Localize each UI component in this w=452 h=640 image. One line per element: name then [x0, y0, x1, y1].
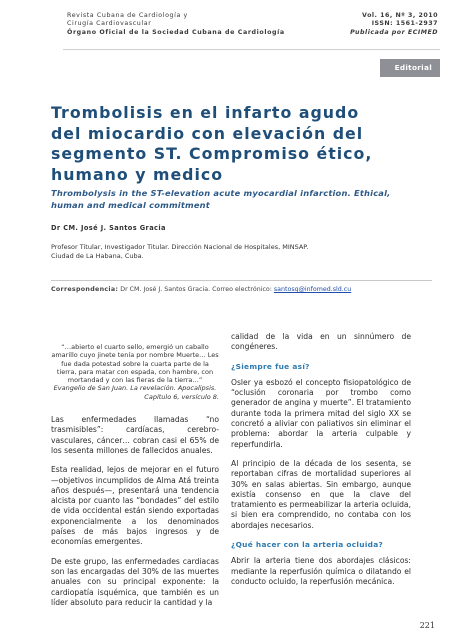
- correspondence-divider: [51, 280, 432, 281]
- correspondence-text: Dr CM. José J. Santos Gracia. Correo electrónico:: [118, 286, 274, 293]
- correspondence-email-link[interactable]: santosg@infomed.sld.cu: [273, 286, 352, 293]
- right-column: [231, 332, 411, 587]
- section-heading: ¿Siempre fue así?: [231, 361, 310, 371]
- correspondence: [51, 286, 431, 294]
- epigraph-reference: Capítulo 6, versículo 8.: [144, 392, 219, 401]
- left-column: [51, 343, 219, 608]
- epigraph-source: Evangelio de San Juan. La revelación. Apocalipsis.: [53, 384, 217, 393]
- paragraph: De este grupo, las enfermedades cardiacas son las encargadas del 30% de las muertes anuales con su principal exponente: la cardiopatía isquémica, que también es un líder absoluto para reducir la cantidad y la: [51, 556, 219, 607]
- affiliation-line-2: Ciudad de La Habana, Cuba.: [51, 251, 144, 260]
- affiliation-line-1: Profesor Titular, Investigador Titular. Dirección Nacional de Hospitales, MINSAP.: [51, 243, 309, 251]
- section-tab: [380, 59, 440, 77]
- journal-name-line-2: Cirugía Cardiovascular: [67, 20, 152, 28]
- article-subtitle: Thrombolysis in the ST-elevation acute myocardial infarction. Ethical, human and medical commitment: [51, 188, 391, 210]
- paragraph: Al principio de la década de los sesenta, se reportaban cifras de mortalidad superiores al 30% en salas abiertas. Sin embargo, aunque existía consenso en que la clave del tratamiento es permeabilizar la arteria ocluida, si bien era comprendido, no contaba con los abordajes necesarios.: [231, 458, 411, 530]
- section-label: Editorial: [394, 63, 432, 72]
- journal-organ-line: Órgano Oficial de la Sociedad Cubana de Cardiología: [67, 28, 285, 36]
- paragraph: Esta realidad, lejos de mejorar en el futuro —objetivos incumplidos de Alma Atá treinta años después—, presentará una tendencia alcista por cuanto las “bondades” del estilo de vida occidental están siendo exportadas exponencialmente a los denominados países de más bajos ingresos y de economías emergentes.: [51, 465, 219, 547]
- author-name: Dr CM. José J. Santos Gracia: [51, 224, 166, 232]
- article-title: Trombolisis en el infarto agudo del miocardio con elevación del segmento ST. Compromiso ético, humano y medico: [51, 103, 373, 184]
- paragraph: Osler ya esbozó el concepto fisiopatológico de “oclusión coronaria por trombo como generador de angina y muerte”. El tratamiento durante toda la primera mitad del siglo XX se concretó a aliviar con paliativos sin eliminar el problema: abordar la arteria culpable y reperfundirla.: [231, 377, 411, 449]
- paragraph: Abrir la arteria tiene dos abordajes clásicos: mediante la reperfusión química o dilatando el conducto ocluido, la reperfusión mecánica.: [231, 556, 411, 586]
- publisher-line: Publicada por ECIMED: [350, 28, 438, 36]
- page-number: 221: [419, 621, 435, 630]
- epigraph-quote: “…abierto el cuarto sello, emergió un caballo amarillo cuyo jinete tenía por nombre Muerte… Les fue dada potestad sobre la cuarta parte de la tierra, para matar con espada, con hambre, con mortandad y con las fieras de la tierra…”: [51, 343, 219, 385]
- header-divider: [63, 49, 440, 50]
- journal-name-line-1: Revista Cubana de Cardiología y: [67, 12, 188, 19]
- journal-name: [67, 12, 287, 37]
- paragraph: calidad de la vida en un sinnúmero de congéneres.: [231, 332, 411, 352]
- issn-line: ISSN: 1561-2937: [371, 20, 438, 28]
- section-heading: ¿Qué hacer con la arteria ocluida?: [231, 540, 384, 550]
- correspondence-label: Correspondencia:: [51, 286, 119, 293]
- volume-line: Vol. 16, Nº 3, 2010: [362, 12, 438, 19]
- epigraph: [51, 343, 219, 401]
- issue-info: [338, 12, 438, 37]
- paragraph: Las enfermedades llamadas “no trasmisibles”: cardíacas, cerebro-vasculares, cáncer… cobran casi el 65% de los sesenta millones de fallecidos anuales.: [51, 415, 219, 455]
- author-affiliation: [51, 243, 411, 260]
